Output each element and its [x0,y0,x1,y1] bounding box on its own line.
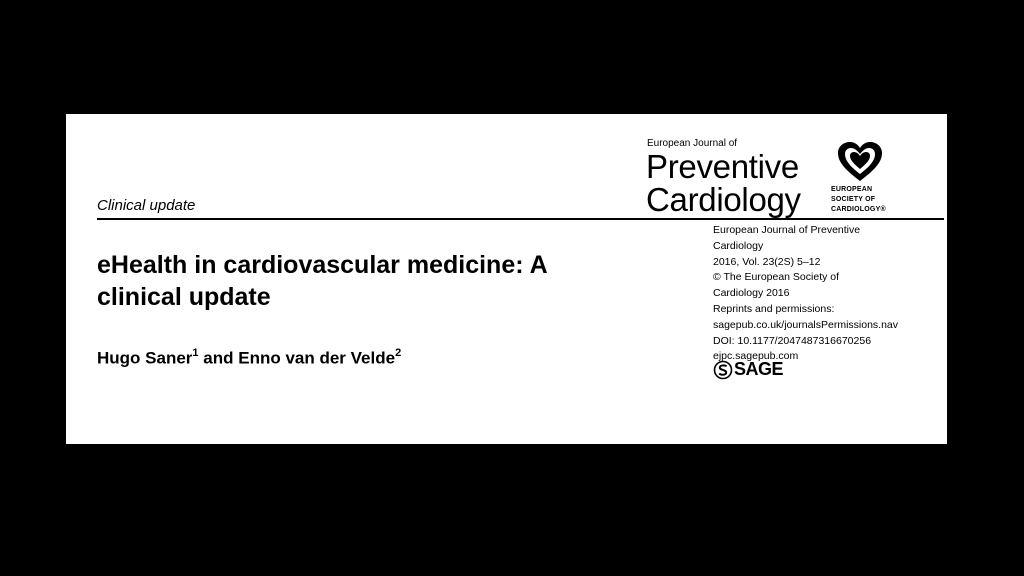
meta-doi[interactable]: DOI: 10.1177/2047487316670256 [713,334,872,347]
society-logo-line: EUROPEAN [831,186,873,193]
meta-site-link[interactable]: ejpc.sagepub.com [713,350,799,363]
journal-logo-line1: Preventive [646,148,799,185]
author-list [97,348,401,369]
header-rule [97,218,944,220]
article-header-page [66,114,947,444]
meta-copyright: © The European Society of [713,271,840,284]
meta-journal-line: European Journal of Preventive [713,224,861,236]
publisher-label: SAGE [734,359,784,379]
society-logo-line: SOCIETY OF [831,196,876,203]
journal-logo [646,138,801,216]
publisher-logo [713,359,783,380]
meta-reprints-link[interactable]: sagepub.co.uk/journalsPermissions.nav [713,318,899,331]
meta-volume: 2016, Vol. 23(2S) 5–12 [713,255,821,268]
meta-copyright: Cardiology 2016 [713,287,790,300]
journal-logo-line2: Cardiology [646,181,801,218]
journal-logo-small: European Journal of [647,138,738,149]
society-logo-line: CARDIOLOGY® [831,206,886,213]
author-name: Enno van der Velde [238,348,396,368]
affiliation-marker: 1 [192,347,199,359]
meta-reprints-label: Reprints and permissions: [713,302,835,315]
section-label: Clinical update [97,197,196,214]
sage-s-icon [713,360,733,380]
meta-journal-line: Cardiology [713,239,764,252]
heart-icon [835,140,885,184]
author-name: Hugo Saner [97,348,193,368]
society-logo [831,140,891,214]
journal-meta [713,223,938,365]
article-title: eHealth in cardiovascular medicine: A clinical update [97,251,547,311]
author-joiner: and [203,348,234,368]
affiliation-marker: 2 [395,347,402,359]
